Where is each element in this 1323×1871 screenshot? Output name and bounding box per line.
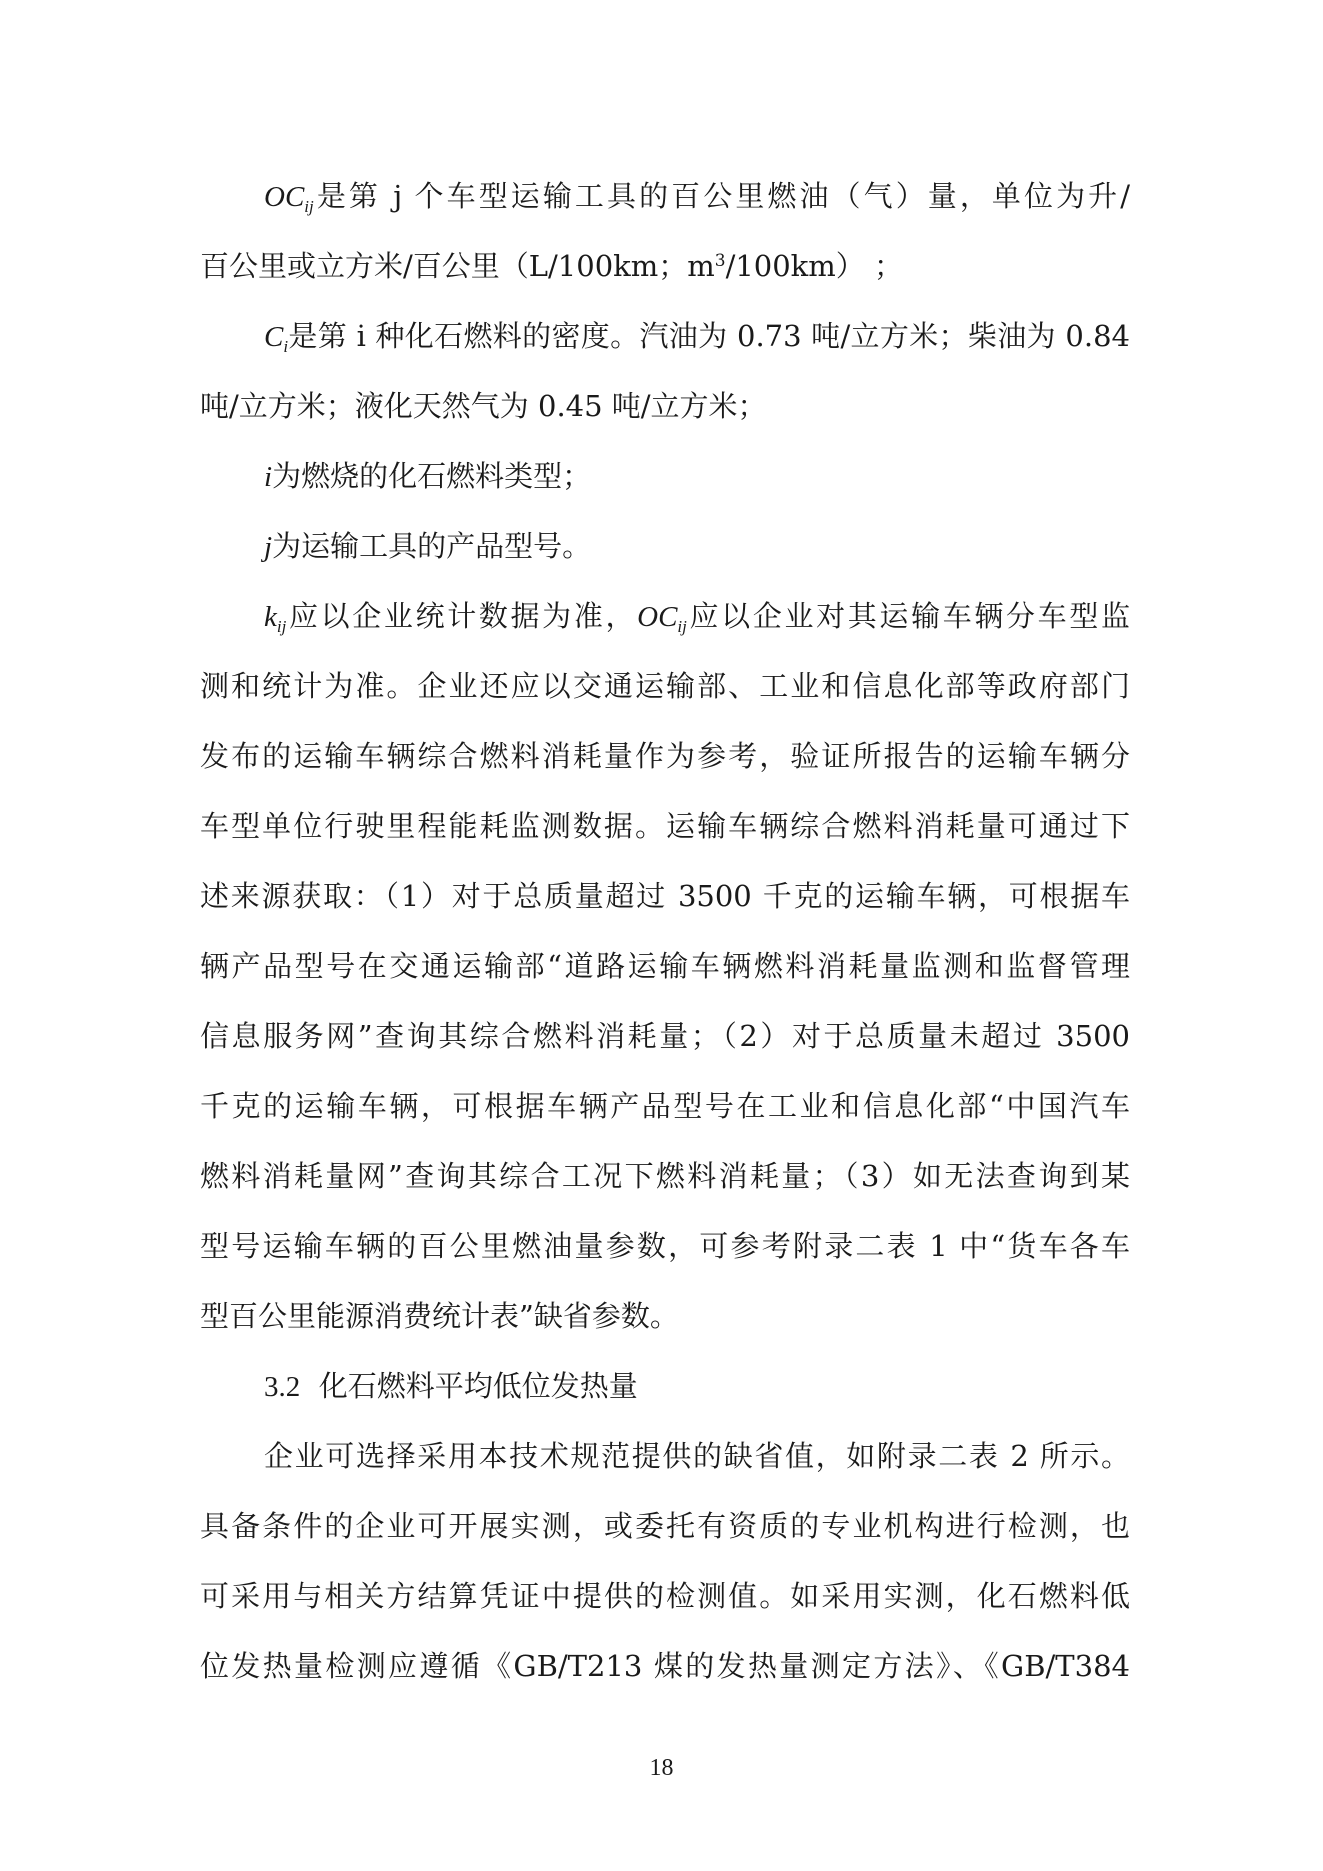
paragraph-line: 企业可选择采用本技术规范提供的缺省值，如附录二表 2 所示。 [264,1439,1130,1473]
paragraph-line: 具备条件的企业可开展实测，或委托有资质的专业机构进行检测，也 [200,1509,1130,1543]
definition-oc-continued: 百公里或立方米/百公里（L/100km；$m^3/100km$） ； [200,249,903,283]
symbol-k: $k_{ij}$ [264,601,287,636]
paragraph-line: 车型单位行驶里程能耗监测数据。运输车辆综合燃料消耗量可通过下 [200,809,1130,843]
paragraph-k-first-line: $k_{ij}$应以企业统计数据为准，$OC_{ij}$应以企业对其运输车辆分车型监 [264,599,1130,636]
paragraph-line: 测和统计为准。企业还应以交通运输部、工业和信息化部等政府部门 [200,669,1130,703]
definition-oc: $OC_{ij}$是第 j 个车型运输工具的百公里燃油（气）量，单位为升/ [264,179,1130,216]
symbol-oc: $OC_{ij}$ [264,181,314,216]
paragraph-line: 千克的运输车辆，可根据车辆产品型号在工业和信息化部“中国汽车 [200,1089,1130,1123]
paragraph-line: 可采用与相关方结算凭证中提供的检测值。如采用实测，化石燃料低 [200,1579,1130,1613]
symbol-c: $C_i$ [264,321,289,356]
definition-i: i为燃烧的化石燃料类型； [264,459,592,493]
paragraph-line: 型号运输车辆的百公里燃油量参数，可参考附录二表 1 中“货车各车 [200,1229,1130,1263]
paragraph-line: 述来源获取：（1）对于总质量超过 3500 千克的运输车辆，可根据车 [200,879,1130,913]
section-number: 3.2 [264,1371,301,1403]
section-heading [264,1366,1130,1407]
page-number: 18 [649,1755,674,1781]
paragraph-line: 型百公里能源消费统计表”缺省参数。 [200,1299,679,1333]
section-title: 化石燃料平均低位发热量 [318,1369,638,1403]
symbol-oc-inline: $OC_{ij}$ [637,601,687,636]
paragraph-line: 辆产品型号在交通运输部“道路运输车辆燃料消耗量监测和监督管理 [200,949,1130,983]
paragraph-line: 发布的运输车辆综合燃料消耗量作为参考，验证所报告的运输车辆分 [200,739,1130,773]
paragraph-line: 位发热量检测应遵循《GB/T213 煤的发热量测定方法》、《GB/T384 [200,1649,1130,1683]
paragraph-line: 燃料消耗量网”查询其综合工况下燃料消耗量；（3）如无法查询到某 [200,1159,1130,1193]
paragraph-line: 信息服务网”查询其综合燃料消耗量；（2）对于总质量未超过 3500 [200,1019,1130,1053]
definition-j: j为运输工具的产品型号。 [264,529,592,563]
definition-c-continued: 吨/立方米；液化天然气为 0.45 吨/立方米； [200,389,767,423]
definition-c: $C_i$是第 i 种化石燃料的密度。汽油为 0.73 吨/立方米；柴油为 0.84 [264,319,1130,356]
